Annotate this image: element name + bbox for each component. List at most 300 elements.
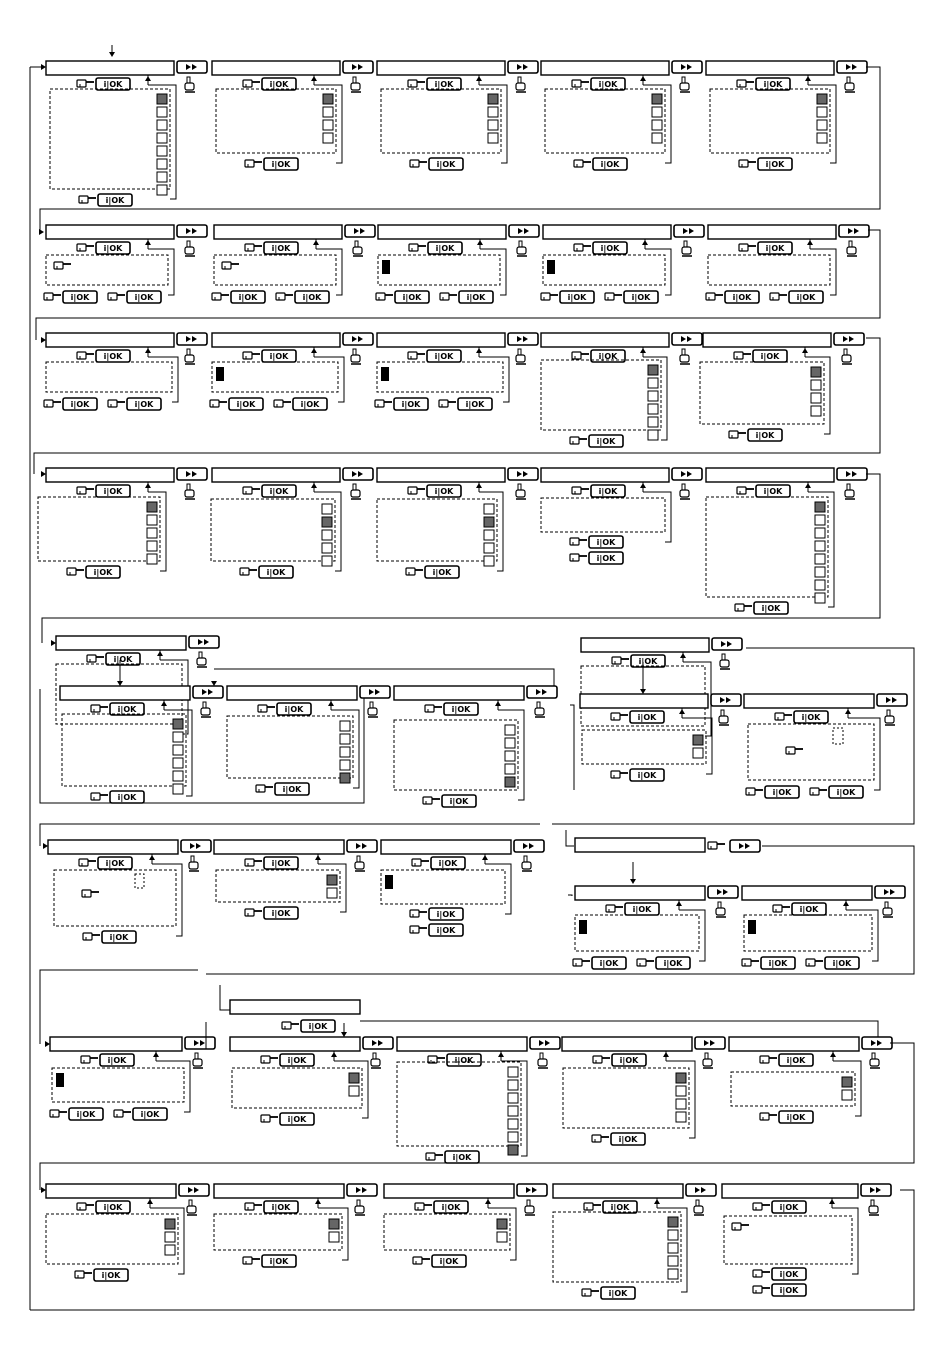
hand-pointer-icon-part [243, 352, 252, 359]
option-box [668, 1230, 678, 1240]
arrowhead [147, 1199, 153, 1204]
lcd-display [553, 1184, 683, 1198]
next-button[interactable] [363, 1037, 393, 1049]
hand-pointer-icon-part [44, 293, 53, 300]
ok-key-button[interactable] [262, 1255, 296, 1267]
ok-key-button[interactable] [630, 711, 664, 723]
ok-key-label: i|OK [619, 1056, 639, 1065]
lcd-display [541, 468, 669, 482]
arrowhead [315, 1199, 321, 1204]
ok-key-button[interactable] [106, 653, 140, 665]
option-box [508, 1093, 518, 1103]
finger-press-icon-part [355, 1206, 364, 1213]
ok-key-label: i|OK [113, 655, 133, 664]
ok-key-button[interactable] [262, 78, 296, 90]
lcd-display [394, 686, 524, 700]
ok-key-label: i|OK [287, 1115, 307, 1124]
ok-key-button[interactable] [593, 242, 627, 254]
ok-key-label: i|OK [763, 487, 783, 496]
cursor-placeholder [833, 728, 843, 744]
finger-press-icon-part [842, 355, 851, 362]
option-box [648, 391, 658, 401]
next-button[interactable] [730, 840, 760, 852]
ok-key-label: i|OK [271, 909, 291, 918]
ok-key-button[interactable] [69, 1108, 103, 1120]
finger-press-icon-part [720, 660, 729, 667]
option-box [147, 528, 157, 538]
next-button[interactable] [674, 225, 704, 237]
next-button[interactable] [177, 333, 207, 345]
hand-pointer-icon-part [810, 788, 819, 795]
lcd-display [377, 61, 505, 75]
ok-key-button[interactable] [589, 536, 623, 548]
ok-key-button[interactable] [447, 1054, 481, 1066]
option-box [648, 417, 658, 427]
hand-pointer-icon-part [637, 959, 646, 966]
ok-key-button[interactable] [98, 194, 132, 206]
ok-key-button[interactable] [601, 1287, 635, 1299]
ok-key-button[interactable] [295, 291, 329, 303]
ok-key-button[interactable] [772, 1268, 806, 1280]
next-button[interactable] [514, 840, 544, 852]
menu-option-list [545, 89, 665, 153]
next-button[interactable] [527, 686, 557, 698]
option-box [652, 133, 662, 143]
menu-option-list [212, 362, 338, 392]
finger-press-icon-part [517, 247, 526, 254]
lcd-display [46, 61, 174, 75]
ok-key-button[interactable] [625, 903, 659, 915]
ok-key-button[interactable] [264, 242, 298, 254]
next-button[interactable] [508, 333, 538, 345]
ok-key-button[interactable] [434, 1201, 468, 1213]
connector-line [485, 864, 511, 914]
finger-press-icon [847, 241, 857, 256]
ok-key-button[interactable] [425, 566, 459, 578]
next-button[interactable] [837, 468, 867, 480]
ok-key-label: i|OK [618, 1135, 638, 1144]
hand-pointer-icon-part [410, 926, 419, 933]
ok-key-button[interactable] [756, 485, 790, 497]
ok-key-button[interactable] [656, 957, 690, 969]
option-selected [329, 1219, 339, 1229]
ok-key-button[interactable] [127, 291, 161, 303]
ok-key-label: i|OK [103, 1203, 123, 1212]
arrowhead [676, 901, 682, 906]
ok-key-button[interactable] [779, 1054, 813, 1066]
next-button[interactable] [672, 468, 702, 480]
ok-key-button[interactable] [262, 485, 296, 497]
hand-pointer-icon [243, 352, 260, 359]
next-button[interactable] [360, 686, 390, 698]
ok-key-button[interactable] [765, 786, 799, 798]
next-button[interactable] [193, 686, 223, 698]
lcd-display [381, 840, 511, 854]
option-box [484, 543, 494, 553]
finger-press-icon [525, 1200, 535, 1215]
arrowhead [843, 901, 849, 906]
ok-key-button[interactable] [259, 566, 293, 578]
ok-key-label: i|OK [103, 352, 123, 361]
hand-pointer-icon [44, 293, 61, 300]
next-button[interactable] [517, 1184, 547, 1196]
cursor-block [579, 920, 587, 934]
ok-key-button[interactable] [589, 552, 623, 564]
next-button[interactable] [877, 694, 907, 706]
next-button[interactable] [712, 638, 742, 650]
ok-key-label: i|OK [269, 487, 289, 496]
ok-key-button[interactable] [264, 1201, 298, 1213]
menu-option-list [62, 714, 186, 786]
ok-key-label: i|OK [768, 959, 788, 968]
ok-key-button[interactable] [86, 566, 120, 578]
ok-key-button[interactable] [96, 485, 130, 497]
next-button[interactable] [177, 468, 207, 480]
hand-pointer-icon-part [67, 568, 76, 575]
arrowhead [51, 640, 56, 646]
next-button[interactable] [347, 1184, 377, 1196]
ok-key-button[interactable] [264, 158, 298, 170]
ok-key-button[interactable] [428, 242, 462, 254]
ok-key-button[interactable] [96, 78, 130, 90]
finger-press-icon-part [516, 83, 525, 90]
finger-press-icon-part [371, 1059, 380, 1066]
ok-key-button[interactable] [395, 291, 429, 303]
ok-key-button[interactable] [427, 78, 461, 90]
next-button[interactable] [343, 468, 373, 480]
hand-pointer-icon-part [114, 1110, 123, 1117]
ok-key-button[interactable] [789, 291, 823, 303]
next-button[interactable] [711, 694, 741, 706]
finger-press-icon-part [193, 1059, 202, 1066]
next-button[interactable] [189, 636, 219, 648]
hand-pointer-icon-part [611, 713, 620, 720]
hand-pointer-icon [611, 771, 628, 778]
ok-key-button[interactable] [301, 1020, 335, 1032]
ok-key-button[interactable] [794, 711, 828, 723]
arrowhead [315, 855, 321, 860]
next-button[interactable] [181, 840, 211, 852]
hand-pointer-icon-part [425, 705, 434, 712]
ok-key-button[interactable] [630, 769, 664, 781]
next-button[interactable] [695, 1037, 725, 1049]
hand-pointer-icon [212, 293, 229, 300]
finger-press-icon [351, 349, 361, 364]
finger-press-icon-part [847, 247, 856, 254]
finger-press-icon [516, 77, 526, 92]
arrowhead [845, 709, 851, 714]
option-box [648, 430, 658, 440]
ok-key-button[interactable] [100, 1054, 134, 1066]
ok-key-button[interactable] [102, 931, 136, 943]
ok-key-button[interactable] [96, 1201, 130, 1213]
ok-key-button[interactable] [110, 791, 144, 803]
ok-key-label: i|OK [438, 859, 458, 868]
ok-key-button[interactable] [592, 957, 626, 969]
ok-key-button[interactable] [63, 398, 97, 410]
next-button[interactable] [345, 225, 375, 237]
ok-key-button[interactable] [603, 1201, 637, 1213]
ok-key-button[interactable] [432, 1255, 466, 1267]
arrowhead [43, 843, 48, 849]
option-selected [652, 94, 662, 104]
ok-key-button[interactable] [624, 291, 658, 303]
ok-key-button[interactable] [98, 857, 132, 869]
ok-key-label: i|OK [454, 1056, 474, 1065]
finger-press-icon-part [185, 355, 194, 362]
next-button[interactable] [509, 225, 539, 237]
option-box [648, 404, 658, 414]
ok-key-label: i|OK [266, 568, 286, 577]
hand-pointer-icon [245, 859, 262, 866]
ok-key-button[interactable] [761, 957, 795, 969]
finger-press-icon [193, 1053, 203, 1068]
finger-press-icon [720, 654, 730, 669]
menu-option-list [46, 362, 172, 392]
ok-key-button[interactable] [427, 485, 461, 497]
ok-key-button[interactable] [442, 795, 476, 807]
ok-key-button[interactable] [458, 398, 492, 410]
ok-key-button[interactable] [560, 291, 594, 303]
hand-pointer-icon-part [753, 1203, 762, 1210]
finger-press-icon [371, 1053, 381, 1068]
hand-pointer-icon-part [75, 1271, 84, 1278]
option-box [508, 1067, 518, 1077]
hand-pointer-icon-part [79, 859, 88, 866]
ok-key-button[interactable] [110, 703, 144, 715]
ok-key-button[interactable] [593, 158, 627, 170]
hand-pointer-icon-part [786, 747, 795, 754]
ok-key-button[interactable] [429, 908, 463, 920]
ok-key-button[interactable] [280, 1113, 314, 1125]
ok-key-label: i|OK [238, 293, 258, 302]
ok-key-button[interactable] [431, 857, 465, 869]
ok-key-button[interactable] [264, 907, 298, 919]
option-box [329, 1232, 339, 1242]
arrowhead [153, 1052, 159, 1057]
arrowhead [830, 1052, 836, 1057]
next-button[interactable] [508, 468, 538, 480]
ok-key-button[interactable] [277, 703, 311, 715]
ok-key-button[interactable] [756, 78, 790, 90]
ok-key-label: i|OK [449, 797, 469, 806]
next-button[interactable] [508, 61, 538, 73]
ok-key-label: i|OK [631, 293, 651, 302]
ok-key-button[interactable] [772, 1201, 806, 1213]
next-button[interactable] [708, 886, 738, 898]
next-button[interactable] [347, 840, 377, 852]
ok-key-button[interactable] [262, 350, 296, 362]
menu-option-list [394, 720, 518, 790]
hand-pointer-icon-part [573, 959, 582, 966]
next-button[interactable] [837, 61, 867, 73]
ok-key-label: i|OK [772, 788, 792, 797]
next-button[interactable] [185, 1037, 215, 1049]
hand-pointer-icon-part [770, 293, 779, 300]
arrowhead [145, 348, 151, 353]
finger-press-icon [883, 902, 893, 917]
hand-pointer-icon-part [243, 1257, 252, 1264]
cursor-block [216, 367, 224, 381]
ok-key-button[interactable] [444, 703, 478, 715]
ok-key-label: i|OK [436, 160, 456, 169]
ok-key-label: i|OK [287, 1056, 307, 1065]
option-box [173, 784, 183, 794]
menu-option-list [563, 1068, 689, 1128]
hand-pointer-icon [786, 747, 803, 754]
ok-key-button[interactable] [280, 1054, 314, 1066]
option-selected [505, 777, 515, 787]
finger-press-icon-part [522, 862, 531, 869]
connector-line [679, 910, 705, 961]
ok-key-button[interactable] [758, 158, 792, 170]
finger-press-icon-part [885, 716, 894, 723]
next-button[interactable] [862, 1037, 892, 1049]
option-box [505, 764, 515, 774]
ok-key-button[interactable] [231, 291, 265, 303]
option-box [648, 378, 658, 388]
ok-key-label: i|OK [466, 293, 486, 302]
ok-key-button[interactable] [589, 435, 623, 447]
ok-key-label: i|OK [402, 293, 422, 302]
hand-pointer-icon [282, 1022, 299, 1029]
arrowhead [807, 240, 813, 245]
ok-key-label: i|OK [103, 487, 123, 496]
ok-key-button[interactable] [229, 398, 263, 410]
arrowhead [640, 348, 646, 353]
hand-pointer-icon-part [611, 771, 620, 778]
ok-key-label: i|OK [755, 431, 775, 440]
option-selected [508, 1145, 518, 1155]
hand-pointer-icon [408, 487, 425, 494]
next-button[interactable] [672, 333, 702, 345]
finger-press-icon-part [189, 862, 198, 869]
ok-key-button[interactable] [611, 1133, 645, 1145]
ok-key-label: i|OK [435, 244, 455, 253]
next-button[interactable] [672, 61, 702, 73]
next-button[interactable] [834, 333, 864, 345]
next-button[interactable] [179, 1184, 209, 1196]
finger-press-icon [189, 856, 199, 871]
ok-key-label: i|OK [401, 400, 421, 409]
ok-key-label: i|OK [452, 1153, 472, 1162]
connector-line [479, 357, 509, 402]
next-button[interactable] [177, 61, 207, 73]
lcd-display [397, 1037, 527, 1051]
ok-key-button[interactable] [445, 1151, 479, 1163]
ok-key-button[interactable] [429, 158, 463, 170]
ok-key-button[interactable] [591, 78, 625, 90]
ok-key-button[interactable] [127, 398, 161, 410]
finger-press-icon-part [187, 1206, 196, 1213]
ok-key-button[interactable] [725, 291, 759, 303]
hand-pointer-icon [274, 400, 291, 407]
ok-key-label: i|OK [451, 705, 471, 714]
hand-pointer-icon [243, 1257, 260, 1264]
ok-key-button[interactable] [293, 398, 327, 410]
ok-key-button[interactable] [264, 857, 298, 869]
option-box [815, 593, 825, 603]
arrowhead [145, 76, 151, 81]
hand-pointer-icon-part [582, 1289, 591, 1296]
ok-key-button[interactable] [427, 350, 461, 362]
menu-option-list [377, 362, 503, 392]
next-button[interactable] [875, 886, 905, 898]
ok-key-button[interactable] [429, 924, 463, 936]
lcd-display [581, 638, 709, 652]
option-box [340, 747, 350, 757]
hand-pointer-icon [276, 293, 293, 300]
hand-pointer-icon [256, 785, 273, 792]
option-box [811, 406, 821, 416]
ok-key-button[interactable] [612, 1054, 646, 1066]
finger-press-icon-part [516, 490, 525, 497]
ok-key-button[interactable] [96, 242, 130, 254]
ok-key-button[interactable] [63, 291, 97, 303]
ok-key-button[interactable] [275, 783, 309, 795]
next-button[interactable] [686, 1184, 716, 1196]
next-button[interactable] [343, 61, 373, 73]
ok-key-button[interactable] [748, 429, 782, 441]
menu-option-list [553, 1212, 681, 1282]
next-button[interactable] [177, 225, 207, 237]
hand-pointer-icon [739, 244, 756, 251]
ok-key-button[interactable] [779, 1111, 813, 1123]
ok-key-button[interactable] [459, 291, 493, 303]
ok-key-label: i|OK [832, 959, 852, 968]
ok-key-button[interactable] [133, 1108, 167, 1120]
hand-pointer-icon [77, 352, 94, 359]
connector-line [570, 705, 574, 790]
ok-key-button[interactable] [631, 655, 665, 667]
ok-key-button[interactable] [94, 1269, 128, 1281]
hand-pointer-icon [706, 293, 723, 300]
lcd-display [46, 468, 174, 482]
ok-key-button[interactable] [394, 398, 428, 410]
hand-pointer-icon-part [739, 160, 748, 167]
option-box [165, 1232, 175, 1242]
lcd-display [214, 225, 342, 239]
lcd-display [706, 61, 834, 75]
ok-key-button[interactable] [772, 1284, 806, 1296]
finger-press-icon-part [201, 708, 210, 715]
hand-pointer-icon [77, 80, 94, 87]
ok-key-button[interactable] [96, 350, 130, 362]
ok-key-label: i|OK [70, 400, 90, 409]
option-selected [323, 94, 333, 104]
ok-key-label: i|OK [600, 160, 620, 169]
next-button[interactable] [839, 225, 869, 237]
ok-key-button[interactable] [825, 957, 859, 969]
ok-key-button[interactable] [829, 786, 863, 798]
ok-key-button[interactable] [792, 903, 826, 915]
next-button[interactable] [861, 1184, 891, 1196]
ok-key-button[interactable] [754, 602, 788, 614]
ok-key-label: i|OK [638, 657, 658, 666]
ok-key-button[interactable] [753, 350, 787, 362]
ok-key-button[interactable] [758, 242, 792, 254]
hand-pointer-icon [572, 487, 589, 494]
next-button[interactable] [530, 1037, 560, 1049]
lcd-display [227, 686, 357, 700]
connector-line [645, 249, 671, 295]
hand-pointer-icon-part [592, 1135, 601, 1142]
next-button[interactable] [343, 333, 373, 345]
finger-press-icon-part [185, 83, 194, 90]
hand-pointer-icon [775, 713, 792, 720]
ok-key-button[interactable] [591, 485, 625, 497]
hand-pointer-icon-part [243, 487, 252, 494]
